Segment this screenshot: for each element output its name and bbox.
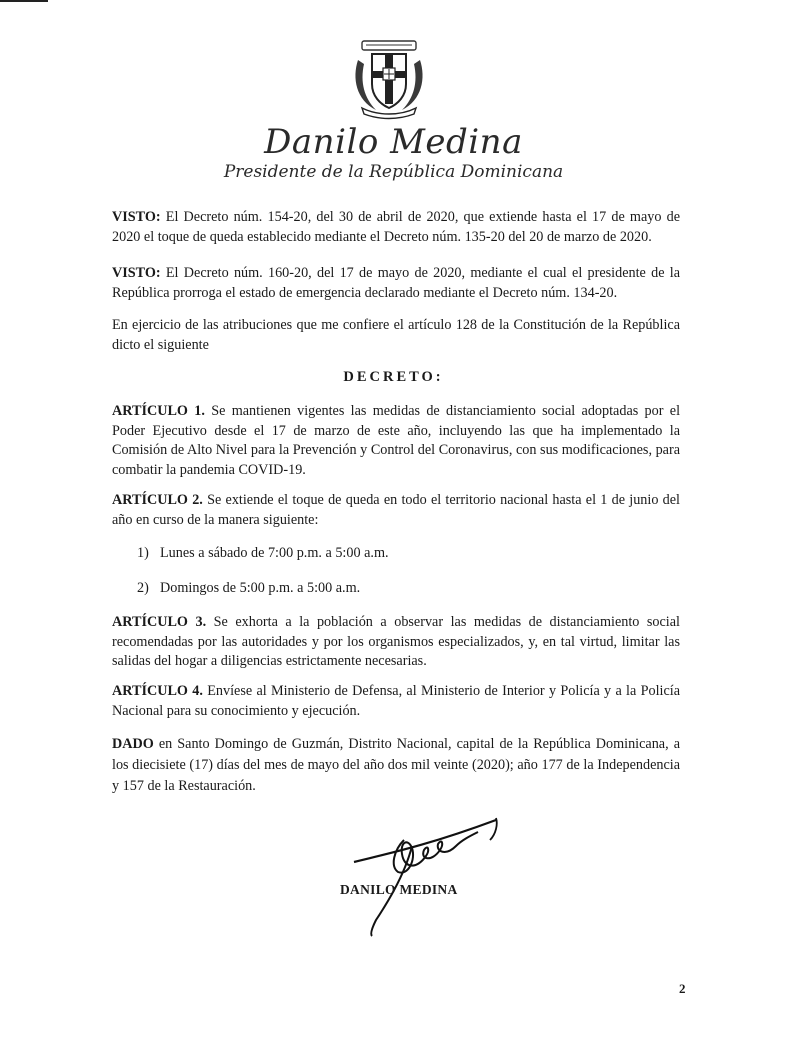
dado-paragraph (112, 734, 680, 797)
handwritten-signature (346, 810, 506, 940)
page-number: 2 (679, 981, 686, 996)
ejercicio-paragraph: En ejercicio de las atribuciones que me confiere el artículo 128 de la Constitución de la República dicto el siguiente (112, 317, 680, 353)
articulo-text: Envíese al Ministerio de Defensa, al Ministerio de Interior y Policía y a la Policía Nacional para su conocimiento y ejecución. (112, 683, 680, 719)
articulo-label: ARTÍCULO 2. (112, 492, 203, 508)
scan-corner-mark (0, 0, 48, 2)
articulo-text: Se mantienen vigentes las medidas de distanciamiento social adoptadas por el Poder Ejecutivo desde el 17 de marzo de este año, incluyendo las que ha implementado la Comisión de Alto Nivel para la Prevención y Control del Coronavirus, con sus modificaciones, para combatir la pandemia COVID-19. (112, 403, 681, 478)
schedule-item (137, 579, 360, 598)
articulo-2 (112, 491, 680, 530)
articulo-label: ARTÍCULO 1. (112, 403, 205, 419)
dado-text: en Santo Domingo de Guzmán, Distrito Nacional, capital de la República Dominicana, a los diecisiete (17) días del mes de mayo del año dos mil veinte (2020); año 177 de la Independencia y 157 de la Restauración. (112, 736, 680, 794)
visto-paragraph-2 (112, 264, 680, 303)
articulo-text: Se extiende el toque de queda en todo el territorio nacional hasta el 1 de junio del año en curso de la manera siguiente: (112, 492, 680, 528)
visto-text: El Decreto núm. 154-20, del 30 de abril de 2020, que extiende hasta el 17 de mayo de 2020 el toque de queda establecido mediante el Decreto núm. 135-20 del 20 de marzo de 2020. (112, 209, 680, 245)
letterhead-title: Presidente de la República Dominicana (223, 162, 564, 182)
schedule-item (137, 544, 389, 563)
schedule-item-text: Lunes a sábado de 7:00 p.m. a 5:00 a.m. (160, 545, 389, 561)
visto-text: El Decreto núm. 160-20, del 17 de mayo de 2020, mediante el cual el presidente de la República prorroga el estado de emergencia declarado mediante el Decreto núm. 134-20. (112, 265, 680, 301)
dado-label: DADO (112, 736, 154, 752)
decreto-heading: DECRETO: (343, 369, 444, 385)
signer-name: DANILO MEDINA (340, 882, 458, 897)
articulo-label: ARTÍCULO 3. (112, 614, 207, 630)
schedule-item-number: 1) (137, 545, 149, 561)
letterhead-name: Danilo Medina (264, 122, 523, 162)
visto-label: VISTO: (112, 265, 161, 281)
articulo-3 (112, 613, 680, 672)
articulo-label: ARTÍCULO 4. (112, 683, 203, 699)
schedule-item-number: 2) (137, 580, 149, 596)
articulo-text: Se exhorta a la población a observar las medidas de distanciamiento social recomendadas por las autoridades y por los organismos especializados, y, en tal virtud, limitar las salidas del hogar a diligencias estrictamente necesarias. (112, 614, 680, 669)
coat-of-arms-icon (348, 38, 430, 120)
visto-label: VISTO: (112, 209, 161, 225)
articulo-4 (112, 682, 680, 721)
schedule-item-text: Domingos de 5:00 p.m. a 5:00 a.m. (160, 580, 361, 596)
visto-paragraph-1 (112, 208, 680, 247)
articulo-1 (112, 402, 680, 480)
